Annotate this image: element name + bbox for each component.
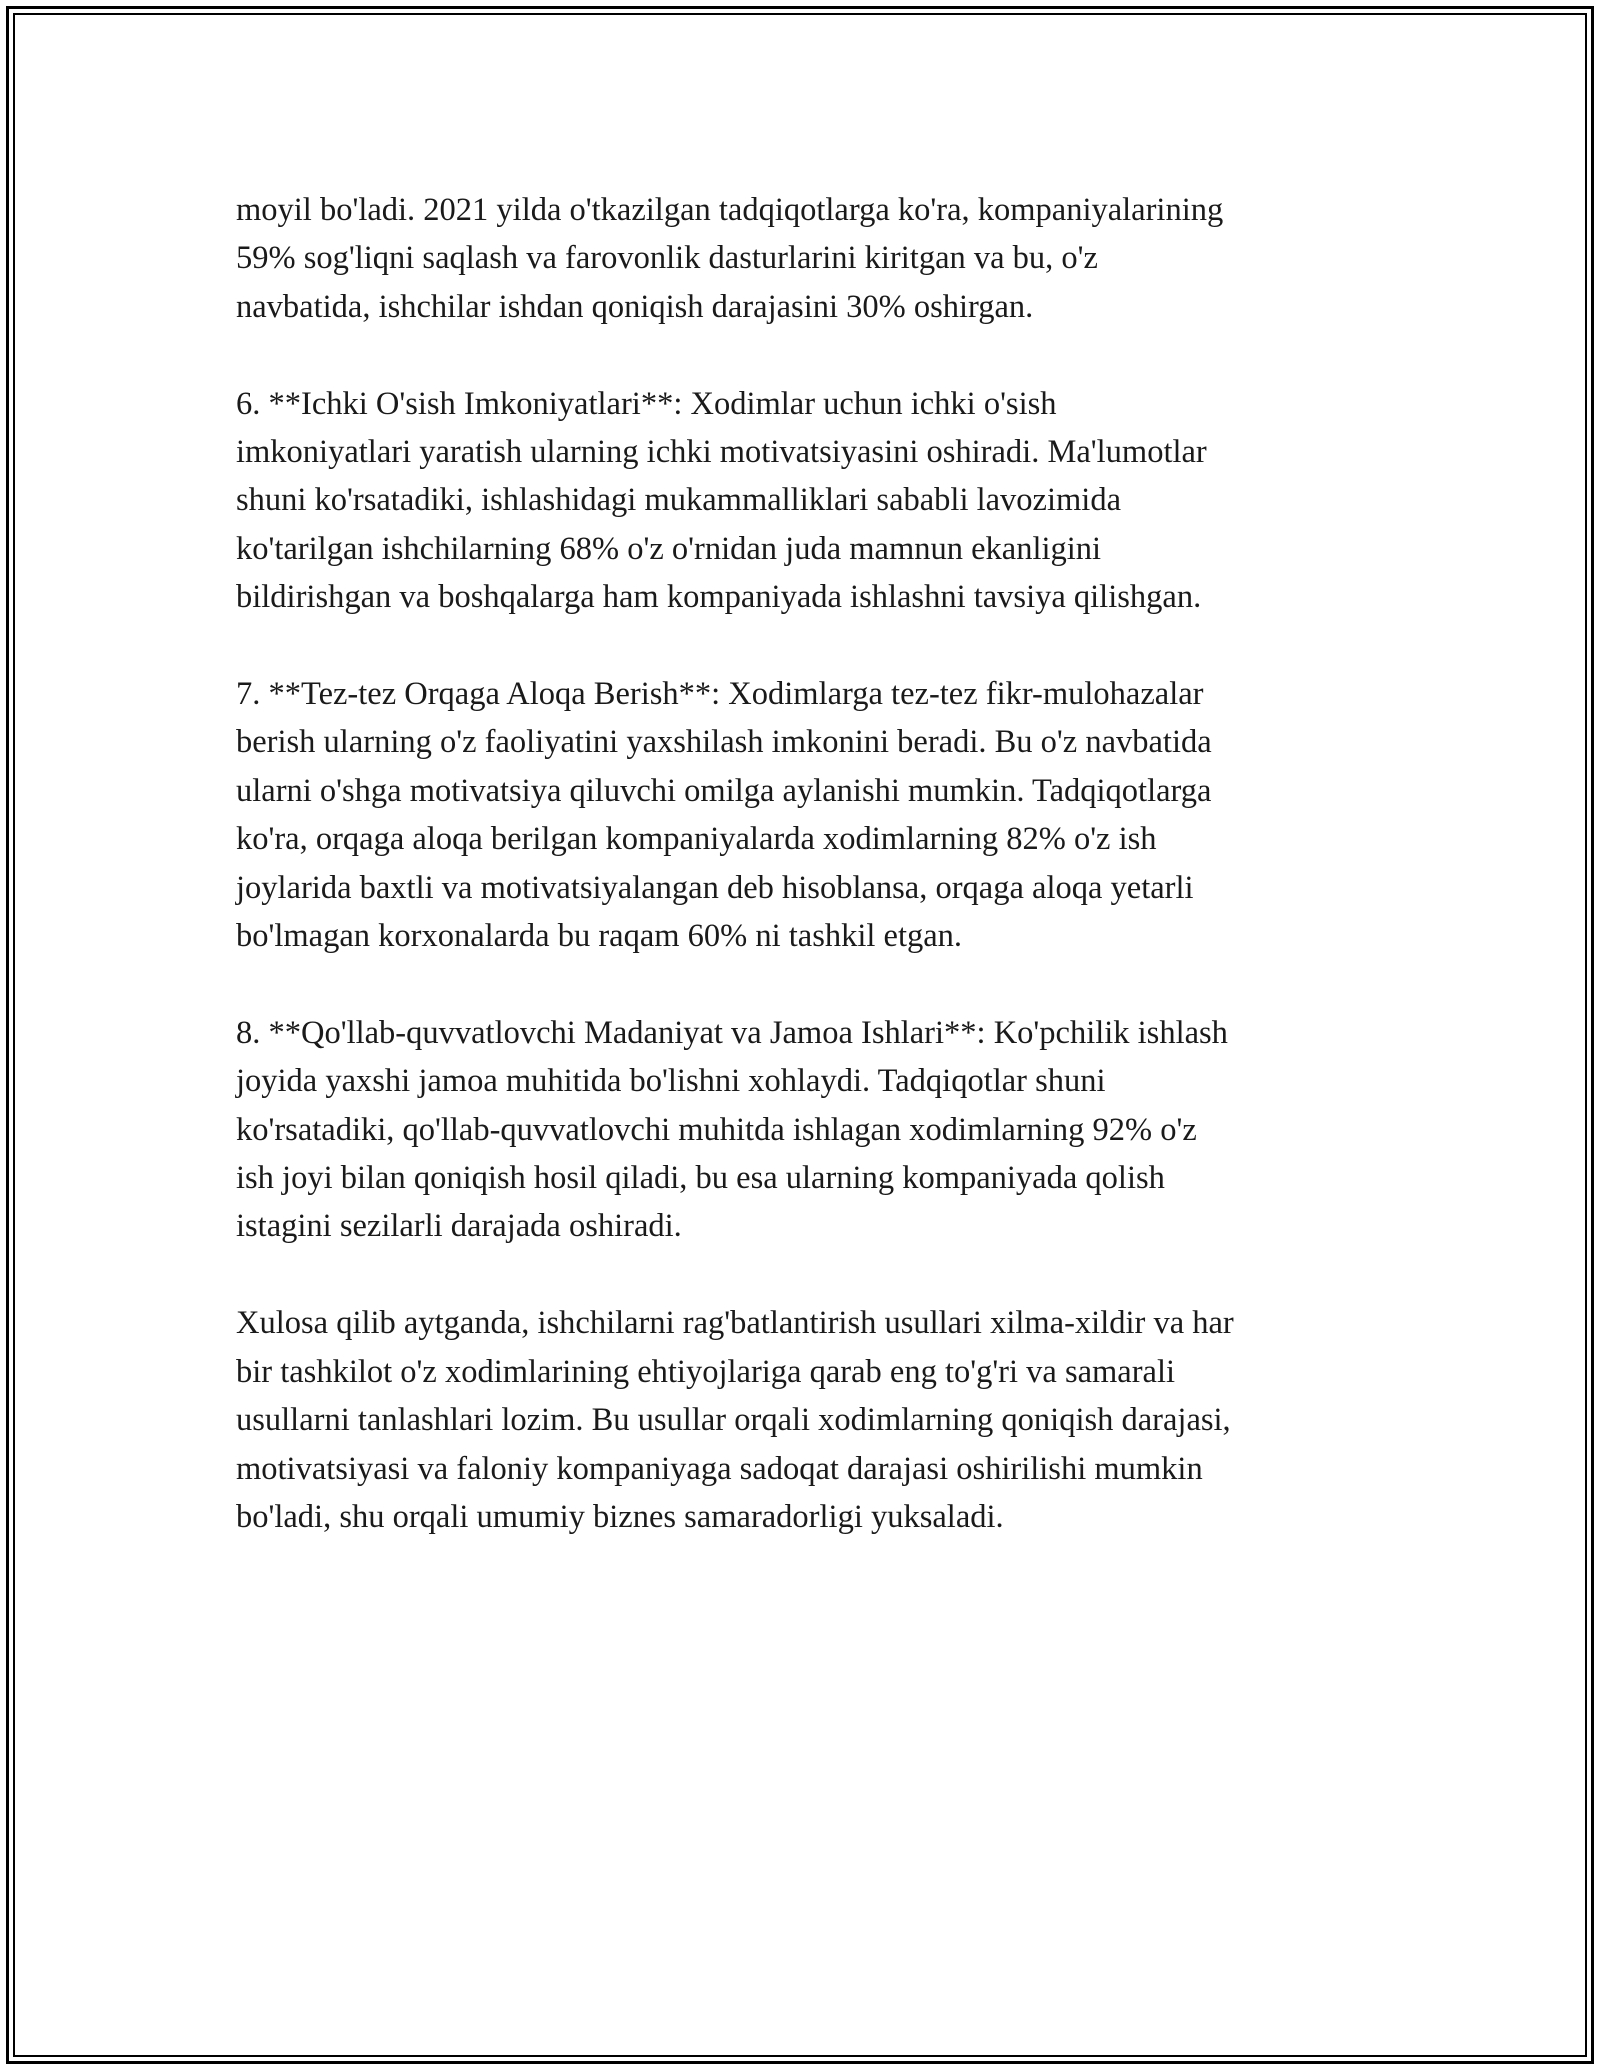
text-line: motivatsiyasi va faloniy kompaniyaga sadoqat darajasi oshirilishi mumkin (236, 1450, 1203, 1487)
paragraph-intro-continuation (236, 186, 1366, 331)
text-line: 8. **Qo'llab-quvvatlovchi Madaniyat va Jamoa Ishlari**: Ko'pchilik ishlash (236, 1014, 1228, 1051)
text-line: berish ularning o'z faoliyatini yaxshilash imkonini beradi. Bu o'z navbatida (236, 724, 1212, 761)
text-line: 6. **Ichki O'sish Imkoniyatlari**: Xodimlar uchun ichki o'sish (236, 385, 1057, 422)
paragraph-item-6 (236, 380, 1366, 622)
text-line: ko'ra, orqaga aloqa berilgan kompaniyalarda xodimlarning 82% o'z ish (236, 821, 1157, 858)
paragraph-item-7 (236, 670, 1366, 960)
text-line: joyida yaxshi jamoa muhitida bo'lishni xohlaydi. Tadqiqotlar shuni (236, 1063, 1106, 1100)
text-line: ularni o'shga motivatsiya qiluvchi omilga aylanishi mumkin. Tadqiqotlarga (236, 772, 1212, 809)
text-line: istagini sezilarli darajada oshiradi. (236, 1208, 682, 1245)
document-body (236, 186, 1366, 1590)
paragraph-item-8 (236, 1009, 1366, 1251)
text-line: Xulosa qilib aytganda, ishchilarni rag'batlantirish usullari xilma-xildir va har (236, 1305, 1234, 1342)
text-line: 7. **Tez-tez Orqaga Aloqa Berish**: Xodimlarga tez-tez fikr-mulohazalar (236, 676, 1204, 713)
text-line: joylarida baxtli va motivatsiyalangan deb hisoblansa, orqaga aloqa yetarli (236, 869, 1194, 906)
text-line: navbatida, ishchilar ishdan qoniqish darajasini 30% oshirgan. (236, 288, 1034, 325)
text-line: shuni ko'rsatadiki, ishlashidagi mukammalliklari sababli lavozimida (236, 482, 1121, 519)
text-line: ko'rsatadiki, qo'llab-quvvatlovchi muhitda ishlagan xodimlarning 92% o'z (236, 1111, 1197, 1148)
text-line: bildirishgan va boshqalarga ham kompaniyada ishlashni tavsiya qilishgan. (236, 579, 1202, 616)
text-line: imkoniyatlari yaratish ularning ichki motivatsiyasini oshiradi. Ma'lumotlar (236, 434, 1207, 471)
text-line: 59% sog'liqni saqlash va farovonlik dasturlarini kiritgan va bu, o'z (236, 240, 1098, 277)
text-line: moyil bo'ladi. 2021 yilda o'tkazilgan tadqiqotlarga ko'ra, kompaniyalarining (236, 192, 1224, 228)
text-line: ish joyi bilan qoniqish hosil qiladi, bu esa ularning kompaniyada qolish (236, 1160, 1165, 1197)
paragraph-conclusion (236, 1299, 1366, 1541)
text-line: bir tashkilot o'z xodimlarining ehtiyojlariga qarab eng to'g'ri va samarali (236, 1353, 1176, 1390)
text-line: bo'lmagan korxonalarda bu raqam 60% ni tashkil etgan. (236, 918, 963, 955)
text-line: usullarni tanlashlari lozim. Bu usullar orqali xodimlarning qoniqish darajasi, (236, 1402, 1231, 1439)
text-line: ko'tarilgan ishchilarning 68% o'z o'rnidan juda mamnun ekanligini (236, 530, 1102, 567)
text-line: bo'ladi, shu orqali umumiy biznes samaradorligi yuksaladi. (236, 1498, 1004, 1535)
